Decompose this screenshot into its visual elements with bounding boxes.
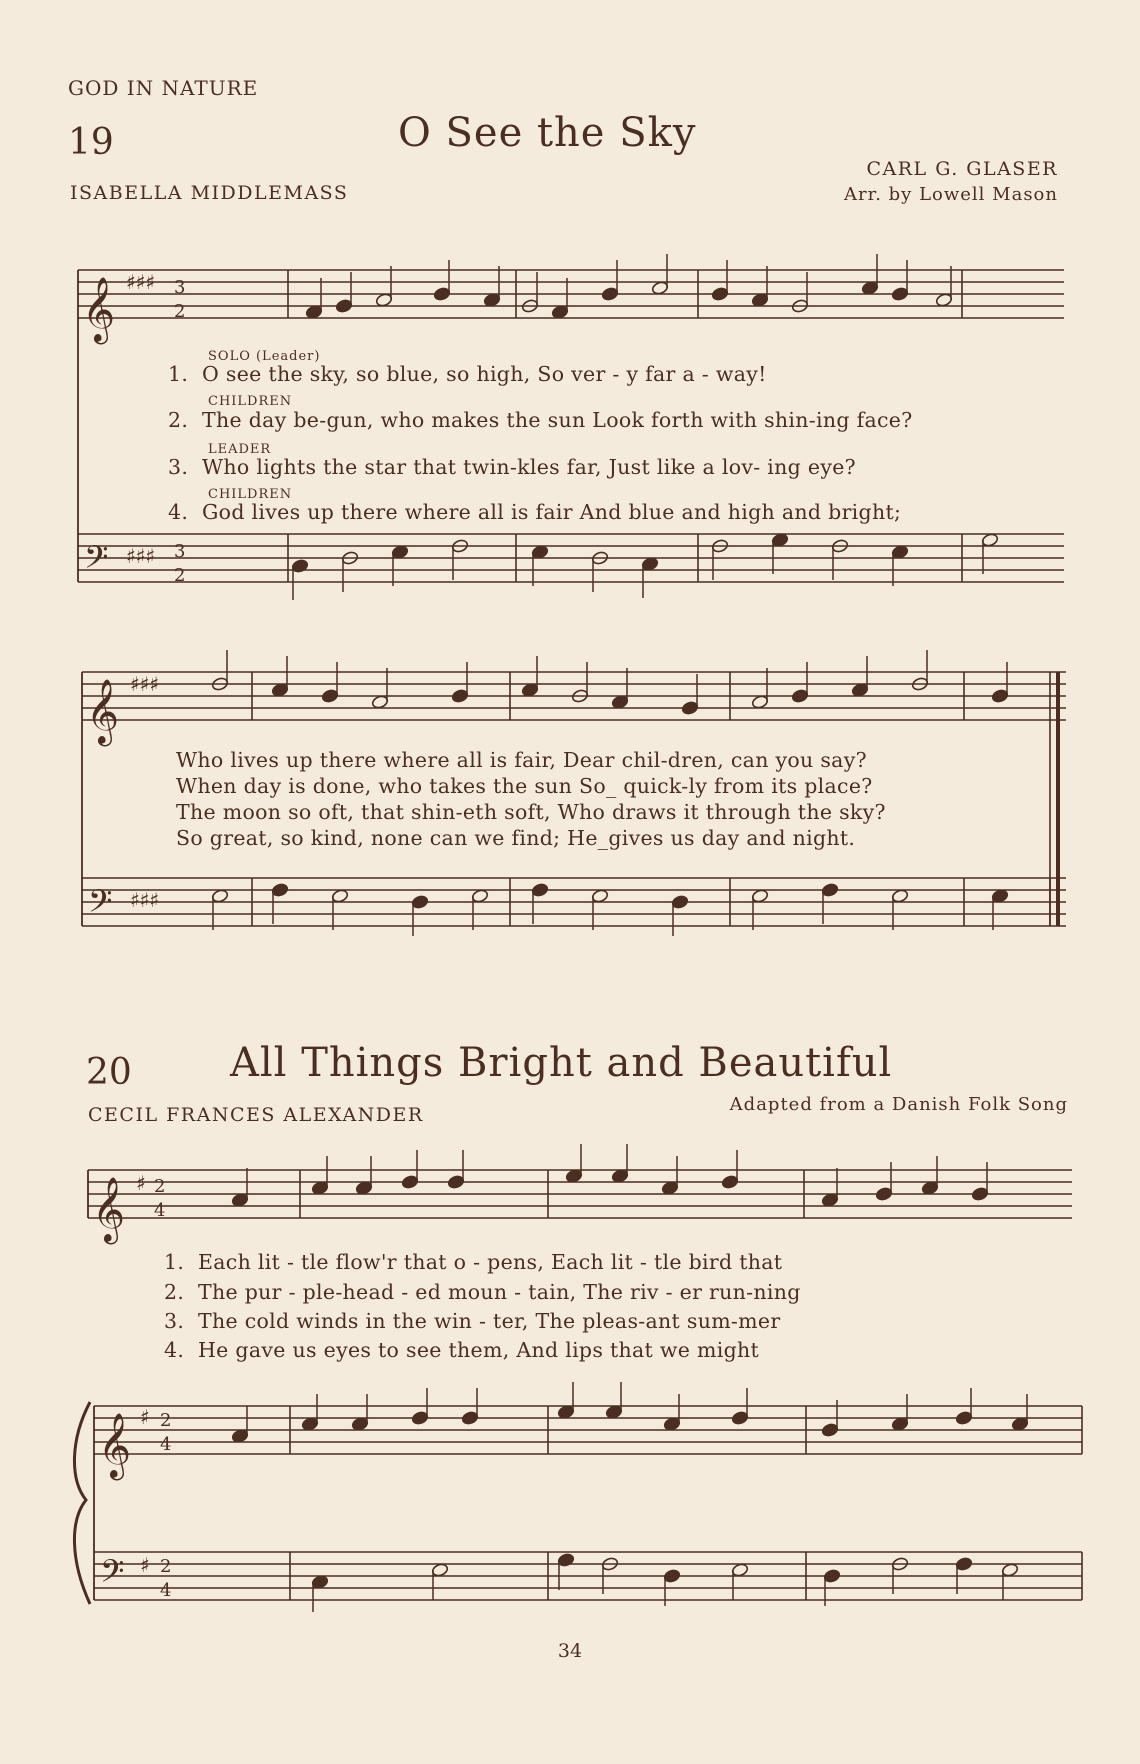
note-head	[641, 557, 659, 572]
note-head	[891, 287, 909, 302]
note-head	[1011, 1417, 1029, 1432]
verse-line: When day is done, who takes the sun So_ quick-ly from its place?	[176, 774, 873, 798]
verse-line: 2. The day be-gun, who makes the sun Look forth with shin-ing face?	[168, 408, 913, 432]
note-head	[557, 1553, 575, 1568]
note-head	[861, 281, 879, 296]
note-head	[721, 1175, 739, 1190]
note-head	[651, 281, 669, 296]
note-head	[991, 689, 1009, 704]
note-head	[823, 1569, 841, 1584]
note-head	[605, 1405, 623, 1420]
time-signature: 2	[174, 565, 186, 586]
note-head	[305, 305, 323, 320]
note-head	[751, 889, 769, 904]
note-head	[565, 1169, 583, 1184]
key-signature: ♯	[136, 1171, 146, 1195]
verse-line: 3. The cold winds in the win - ter, The pleas-ant sum-mer	[164, 1309, 781, 1333]
note-head	[531, 545, 549, 560]
note-head	[751, 695, 769, 710]
note-head	[601, 287, 619, 302]
note-head	[851, 683, 869, 698]
note-head	[411, 895, 429, 910]
note-head	[891, 545, 909, 560]
note-head	[271, 683, 289, 698]
note-head	[821, 1423, 839, 1438]
time-signature: 4	[160, 1580, 172, 1601]
note-head	[311, 1575, 329, 1590]
treble-clef: 𝄞	[86, 679, 120, 744]
verse-line: 4. He gave us eyes to see them, And lips that we might	[164, 1338, 760, 1362]
note-head	[351, 1417, 369, 1432]
note-head	[335, 299, 353, 314]
note-head	[271, 883, 289, 898]
verse-line: So great, so kind, none can we find; He_gives us day and night.	[176, 826, 856, 850]
note-head	[211, 889, 229, 904]
note-head	[431, 1563, 449, 1578]
key-signature: ♯	[140, 1405, 150, 1429]
note-head	[935, 293, 953, 308]
performer-cue: SOLO (Leader)	[208, 349, 321, 364]
note-head	[875, 1187, 893, 1202]
note-head	[483, 293, 501, 308]
note-head	[551, 305, 569, 320]
note-head	[433, 287, 451, 302]
time-signature: 2	[160, 1410, 172, 1431]
page-number: 34	[557, 1640, 583, 1662]
note-head	[401, 1175, 419, 1190]
hymn-title: All Things Bright and Beautiful	[230, 1040, 893, 1086]
time-signature: 2	[160, 1556, 172, 1577]
performer-cue: LEADER	[208, 442, 272, 457]
time-signature: 2	[154, 1176, 166, 1197]
note-head	[981, 533, 999, 548]
note-head	[771, 533, 789, 548]
note-head	[891, 1417, 909, 1432]
note-head	[231, 1193, 249, 1208]
note-head	[731, 1411, 749, 1426]
note-head	[821, 883, 839, 898]
note-head	[355, 1181, 373, 1196]
note-head	[461, 1411, 479, 1426]
note-head	[531, 883, 549, 898]
hymn-number: 20	[86, 1052, 132, 1093]
performer-cue: CHILDREN	[208, 394, 293, 409]
note-head	[731, 1563, 749, 1578]
key-signature: ♯♯♯	[126, 543, 156, 568]
note-head	[521, 683, 539, 698]
bass-clef: 𝄢	[100, 1553, 125, 1597]
note-head	[955, 1411, 973, 1426]
hymn-title: O See the Sky	[398, 110, 697, 156]
bass-clef: 𝄢	[88, 883, 113, 927]
note-head	[671, 895, 689, 910]
note-head	[751, 293, 769, 308]
verse-line: 3. Who lights the star that twin-kles far, Just like a lov- ing eye?	[168, 455, 856, 479]
treble-clef: 𝄞	[92, 1177, 126, 1242]
note-head	[921, 1181, 939, 1196]
note-head	[991, 889, 1009, 904]
note-head	[371, 695, 389, 710]
key-signature: ♯♯♯	[126, 270, 156, 295]
note-head	[591, 889, 609, 904]
note-head	[821, 1193, 839, 1208]
note-head	[291, 559, 309, 574]
treble-clef: 𝄞	[98, 1413, 132, 1478]
note-head	[955, 1557, 973, 1572]
section-label: GOD IN NATURE	[68, 76, 259, 100]
brace	[74, 1402, 90, 1604]
note-head	[321, 689, 339, 704]
note-head	[391, 545, 409, 560]
note-head	[611, 1169, 629, 1184]
arranger-credit: Arr. by Lowell Mason	[843, 184, 1058, 205]
time-signature: 4	[160, 1434, 172, 1455]
verse-line: 4. God lives up there where all is fair And blue and high and bright;	[168, 500, 902, 524]
note-head	[663, 1417, 681, 1432]
hymn-number: 19	[68, 122, 114, 163]
note-head	[471, 889, 489, 904]
note-head	[663, 1569, 681, 1584]
verse-line: 2. The pur - ple-head - ed moun - tain, The riv - er run-ning	[164, 1280, 801, 1304]
verse-line: 1. Each lit - tle flow'r that o - pens, Each lit - tle bird that	[164, 1250, 783, 1274]
verse-line: 1. O see the sky, so blue, so high, So ver - y far a - way!	[168, 362, 767, 386]
verse-line: Who lives up there where all is fair, Dear chil-dren, can you say?	[176, 748, 867, 772]
note-head	[411, 1411, 429, 1426]
note-head	[791, 689, 809, 704]
note-head	[661, 1181, 679, 1196]
verse-line: The moon so oft, that shin-eth soft, Who draws it through the sky?	[176, 800, 886, 824]
note-head	[711, 287, 729, 302]
time-signature: 4	[154, 1200, 166, 1221]
note-head	[451, 689, 469, 704]
composer-credit: CARL G. GLASER	[866, 158, 1058, 180]
note-head	[231, 1429, 249, 1444]
key-signature: ♯♯♯	[130, 672, 160, 697]
note-head	[891, 889, 909, 904]
time-signature: 3	[174, 541, 186, 562]
bass-clef: 𝄢	[84, 539, 109, 583]
time-signature: 3	[174, 277, 186, 298]
treble-clef: 𝄞	[82, 277, 116, 342]
note-head	[375, 293, 393, 308]
note-head	[447, 1175, 465, 1190]
note-head	[971, 1187, 989, 1202]
note-head	[331, 889, 349, 904]
note-head	[311, 1181, 329, 1196]
key-signature: ♯♯♯	[130, 887, 160, 912]
lyricist-credit: CECIL FRANCES ALEXANDER	[88, 1104, 424, 1126]
key-signature: ♯	[140, 1553, 150, 1577]
note-head	[681, 701, 699, 716]
note-head	[1001, 1563, 1019, 1578]
source-credit: Adapted from a Danish Folk Song	[729, 1094, 1068, 1115]
note-head	[301, 1417, 319, 1432]
lyricist-credit: ISABELLA MIDDLEMASS	[70, 182, 349, 204]
note-head	[611, 695, 629, 710]
performer-cue: CHILDREN	[208, 487, 293, 502]
time-signature: 2	[174, 301, 186, 322]
note-head	[557, 1405, 575, 1420]
